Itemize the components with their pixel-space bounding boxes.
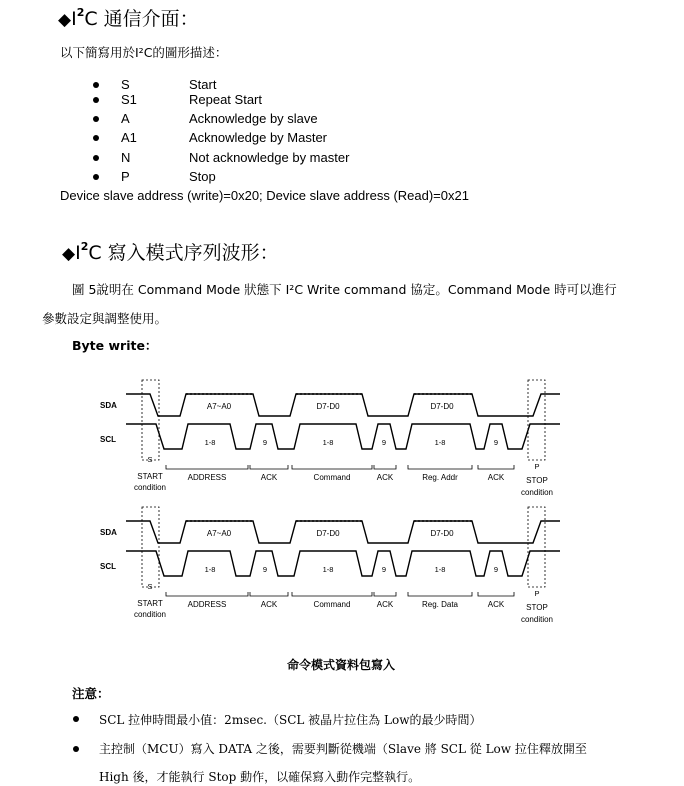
abbreviation-description: Start <box>189 77 217 92</box>
bullet-icon <box>73 746 79 752</box>
abbreviation-code: A1 <box>121 130 137 145</box>
phase-bracket <box>408 592 472 596</box>
start-condition-label: condition <box>133 610 167 619</box>
start-label: START <box>137 599 163 608</box>
clock-count-label: 9 <box>381 565 387 574</box>
clock-count-label: 1-8 <box>322 565 334 574</box>
sda-byte-label: D7-D0 <box>316 529 340 538</box>
phase-label: ACK <box>376 473 394 482</box>
clock-count-label: 1-8 <box>322 438 334 447</box>
phase-bracket <box>166 592 248 596</box>
section2-paragraph-line1: 圖 5說明在 Command Mode 狀態下 I²C Write command 協定。Command Mode 時可以進行 <box>72 282 617 297</box>
stop-label: STOP <box>526 476 548 485</box>
phase-label: Command <box>313 473 351 482</box>
start-marker: S <box>147 455 153 464</box>
scl-label: SCL <box>100 562 116 571</box>
sda-label: SDA <box>100 528 117 537</box>
sda-byte-label: D7-D0 <box>430 402 454 411</box>
timing-row-2 <box>100 507 560 624</box>
stop-condition-label: condition <box>520 488 554 497</box>
timing-row-1 <box>100 380 560 497</box>
sda-byte-label: A7~A0 <box>206 402 232 411</box>
clock-count-label: 9 <box>493 438 499 447</box>
section1-intro: 以下簡寫用於I²C的圖形描述： <box>60 45 228 60</box>
note-2-line2: High 後，才能執行 Stop 動作，以確保寫入動作完整執行。 <box>99 770 421 784</box>
section1-title: $◆I^2C$ 通信介面： <box>58 6 199 30</box>
abbreviation-code: S <box>121 77 130 92</box>
stop-condition-label: condition <box>520 615 554 624</box>
sda-byte-label: D7-D0 <box>316 402 340 411</box>
start-condition-box <box>142 507 159 587</box>
phase-label: ACK <box>260 600 278 609</box>
stop-condition-box <box>528 507 545 587</box>
abbreviation-description: Acknowledge by Master <box>189 130 328 145</box>
sda-byte-label: A7~A0 <box>206 529 232 538</box>
bullet-icon <box>73 716 79 722</box>
phase-label: ACK <box>376 600 394 609</box>
clock-count-label: 1-8 <box>434 438 446 447</box>
abbreviation-description: Not acknowledge by master <box>189 150 350 165</box>
phase-label: ACK <box>260 473 278 482</box>
sda-byte-label: D7-D0 <box>430 529 454 538</box>
abbreviation-description: Repeat Start <box>189 92 262 107</box>
diamond-bullet-icon: ◆ <box>58 10 72 30</box>
clock-count-label: 9 <box>262 438 268 447</box>
section2-title: $◆I^2C$ 寫入模式序列波形： <box>62 240 279 264</box>
section2-paragraph-line2: 參數設定與調整使用。 <box>42 311 168 326</box>
stop-marker: P <box>534 589 540 598</box>
abbreviation-code: N <box>121 150 131 165</box>
abbreviation-code: A <box>121 111 130 126</box>
phase-bracket <box>250 465 288 469</box>
phase-bracket <box>478 592 514 596</box>
phase-label: ADDRESS <box>187 473 227 482</box>
address-line: Device slave address (write)=0x20; Device slave address (Read)=0x21 <box>60 188 469 203</box>
phase-label: ADDRESS <box>187 600 227 609</box>
abbreviation-code: P <box>121 169 130 184</box>
notes-heading: 注意： <box>72 686 110 701</box>
phase-bracket <box>478 465 514 469</box>
clock-count-label: 1-8 <box>204 565 216 574</box>
clock-count-label: 9 <box>381 438 387 447</box>
phase-label: ACK <box>487 473 505 482</box>
phase-bracket <box>250 592 288 596</box>
abbreviation-description: Acknowledge by slave <box>189 111 318 126</box>
clock-count-label: 9 <box>262 565 268 574</box>
start-condition-label: condition <box>133 483 167 492</box>
scl-label: SCL <box>100 435 116 444</box>
abbreviation-code: S1 <box>121 92 137 107</box>
phase-label: ACK <box>487 600 505 609</box>
sda-label: SDA <box>100 401 117 410</box>
phase-label: Reg. Data <box>421 600 459 609</box>
diagram-caption: 命令模式資料包寫入 <box>287 658 396 672</box>
stop-marker: P <box>534 462 540 471</box>
abbreviation-description: Stop <box>189 169 216 184</box>
stop-label: STOP <box>526 603 548 612</box>
phase-bracket <box>292 592 372 596</box>
phase-label: Reg. Addr <box>422 473 458 482</box>
byte-write-label: Byte write： <box>72 338 158 353</box>
phase-bracket <box>374 592 396 596</box>
start-marker: S <box>147 582 153 591</box>
stop-condition-box <box>528 380 545 460</box>
start-condition-box <box>142 380 159 460</box>
clock-count-label: 1-8 <box>434 565 446 574</box>
start-label: START <box>137 472 163 481</box>
diamond-bullet-icon: ◆ <box>62 244 76 264</box>
clock-count-label: 1-8 <box>204 438 216 447</box>
clock-count-label: 9 <box>493 565 499 574</box>
sda-waveform <box>126 394 560 416</box>
phase-bracket <box>408 465 472 469</box>
phase-bracket <box>166 465 248 469</box>
note-2-line1: 主控制（MCU）寫入 DATA 之後，需要判斷從機端（Slave 將 SCL 從 Low 拉住釋放開至 <box>99 742 587 756</box>
phase-label: Command <box>313 600 351 609</box>
phase-bracket <box>374 465 396 469</box>
note-1: SCL 拉伸時間最小值：2msec.（SCL 被晶片拉住為 Low的最少時間） <box>99 713 482 727</box>
phase-bracket <box>292 465 372 469</box>
sda-waveform <box>126 521 560 543</box>
